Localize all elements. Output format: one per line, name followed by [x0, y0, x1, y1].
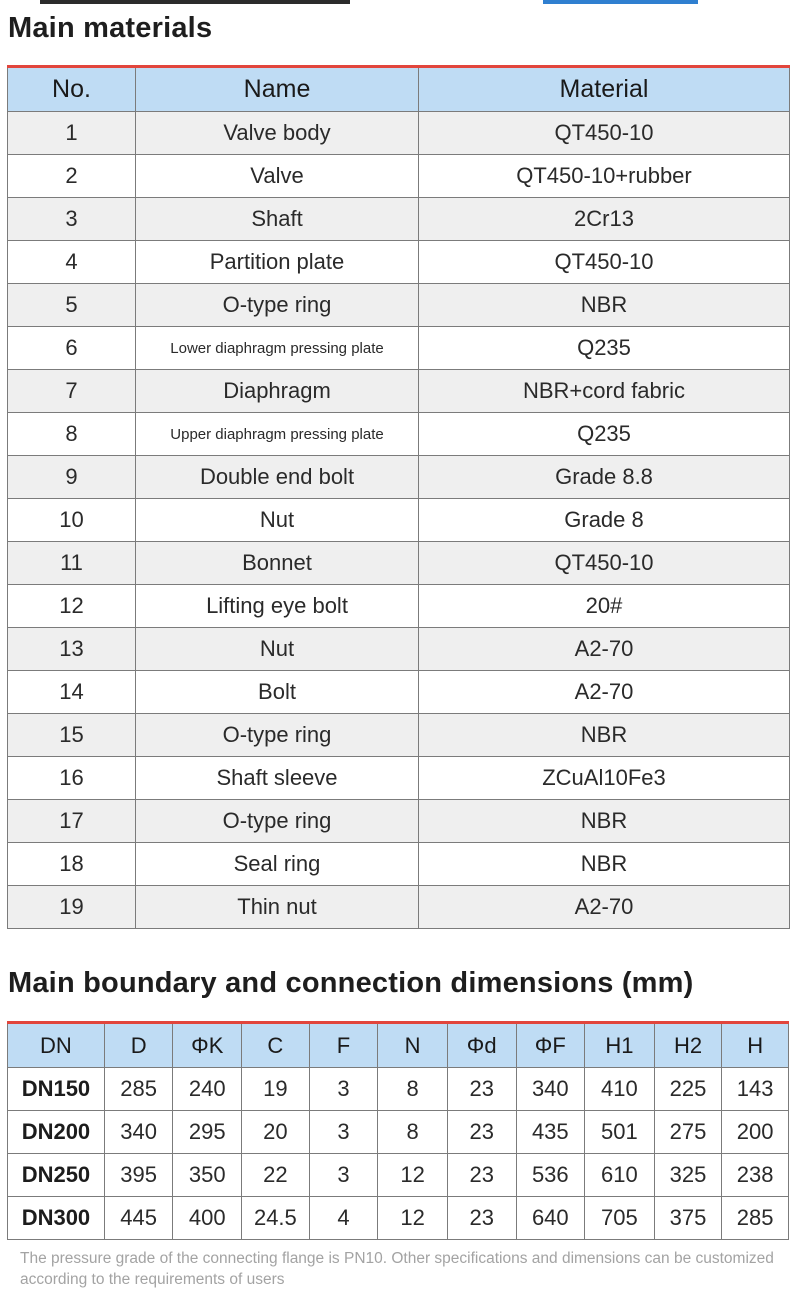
- dimensions-header-cell: H2: [654, 1023, 722, 1068]
- table-row: [8, 886, 790, 929]
- dimensions-header-cell: ΦF: [516, 1023, 585, 1068]
- materials-cell: NBR: [419, 284, 790, 327]
- materials-cell: 5: [8, 284, 136, 327]
- materials-cell: 3: [8, 198, 136, 241]
- dimensions-cell: 375: [654, 1197, 722, 1240]
- dimensions-cell: 12: [378, 1197, 448, 1240]
- dimensions-cell: 640: [516, 1197, 585, 1240]
- dimensions-cell: 435: [516, 1111, 585, 1154]
- table-row: [8, 585, 790, 628]
- dimensions-body: [8, 1068, 789, 1240]
- dimensions-cell: 3: [309, 1111, 378, 1154]
- dimensions-cell: 395: [104, 1154, 173, 1197]
- materials-cell: 15: [8, 714, 136, 757]
- materials-cell: Shaft: [136, 198, 419, 241]
- materials-cell: ZCuAl10Fe3: [419, 757, 790, 800]
- dimensions-header-cell: Φd: [447, 1023, 516, 1068]
- materials-cell: Valve body: [136, 112, 419, 155]
- materials-cell: 11: [8, 542, 136, 585]
- materials-cell: 7: [8, 370, 136, 413]
- materials-header-cell: No.: [8, 67, 136, 112]
- table-row: [8, 112, 790, 155]
- materials-cell: Grade 8: [419, 499, 790, 542]
- materials-cell: 14: [8, 671, 136, 714]
- table-row: [8, 284, 790, 327]
- materials-cell: Bolt: [136, 671, 419, 714]
- table-row: [8, 843, 790, 886]
- materials-cell: 12: [8, 585, 136, 628]
- dimensions-cell: 400: [173, 1197, 242, 1240]
- dimensions-header-cell: C: [242, 1023, 310, 1068]
- materials-cell: 2Cr13: [419, 198, 790, 241]
- dimensions-header-cell: H1: [585, 1023, 655, 1068]
- materials-cell: 6: [8, 327, 136, 370]
- dimensions-cell: 3: [309, 1154, 378, 1197]
- materials-cell: Q235: [419, 413, 790, 456]
- table-row: [8, 671, 790, 714]
- dimensions-cell: 22: [242, 1154, 310, 1197]
- dimensions-cell: 325: [654, 1154, 722, 1197]
- top-decoration: [0, 0, 800, 8]
- table-row: [8, 1111, 789, 1154]
- materials-cell: Bonnet: [136, 542, 419, 585]
- dimensions-header-cell: H: [722, 1023, 789, 1068]
- dimensions-cell: DN150: [8, 1068, 105, 1111]
- dimensions-cell: 610: [585, 1154, 655, 1197]
- dimensions-cell: 238: [722, 1154, 789, 1197]
- table-row: [8, 628, 790, 671]
- materials-cell: NBR+cord fabric: [419, 370, 790, 413]
- dimensions-cell: 340: [104, 1111, 173, 1154]
- table-row: [8, 155, 790, 198]
- dimensions-cell: 23: [447, 1154, 516, 1197]
- dimensions-cell: 410: [585, 1068, 655, 1111]
- table-row: [8, 327, 790, 370]
- dimensions-cell: 285: [104, 1068, 173, 1111]
- top-dark-bar: [40, 0, 350, 4]
- dimensions-cell: 705: [585, 1197, 655, 1240]
- dimensions-cell: 19: [242, 1068, 310, 1111]
- materials-cell: Thin nut: [136, 886, 419, 929]
- table-row: [8, 1197, 789, 1240]
- dimensions-header-cell: DN: [8, 1023, 105, 1068]
- materials-cell: Q235: [419, 327, 790, 370]
- dimensions-cell: 240: [173, 1068, 242, 1111]
- dimensions-cell: 8: [378, 1111, 448, 1154]
- table-row: [8, 714, 790, 757]
- dimensions-header-cell: ΦK: [173, 1023, 242, 1068]
- dimensions-cell: 143: [722, 1068, 789, 1111]
- dimensions-cell: 4: [309, 1197, 378, 1240]
- materials-cell: Upper diaphragm pressing plate: [136, 413, 419, 456]
- materials-header-cell: Material: [419, 67, 790, 112]
- materials-cell: 2: [8, 155, 136, 198]
- materials-cell: Grade 8.8: [419, 456, 790, 499]
- table-row: [8, 241, 790, 284]
- materials-cell: NBR: [419, 843, 790, 886]
- materials-cell: Nut: [136, 628, 419, 671]
- materials-body: [8, 112, 790, 929]
- materials-cell: O-type ring: [136, 284, 419, 327]
- materials-cell: 20#: [419, 585, 790, 628]
- dimensions-cell: DN300: [8, 1197, 105, 1240]
- materials-cell: 8: [8, 413, 136, 456]
- dimensions-cell: 3: [309, 1068, 378, 1111]
- materials-header-row: [8, 67, 790, 112]
- materials-cell: QT450-10: [419, 112, 790, 155]
- materials-cell: A2-70: [419, 671, 790, 714]
- dimensions-cell: 340: [516, 1068, 585, 1111]
- dimensions-cell: 445: [104, 1197, 173, 1240]
- materials-cell: Diaphragm: [136, 370, 419, 413]
- materials-cell: 1: [8, 112, 136, 155]
- materials-cell: Lifting eye bolt: [136, 585, 419, 628]
- materials-cell: Lower diaphragm pressing plate: [136, 327, 419, 370]
- table-row: [8, 370, 790, 413]
- table-row: [8, 757, 790, 800]
- materials-title: Main materials: [8, 12, 213, 44]
- materials-table: [7, 65, 790, 929]
- dimensions-cell: DN250: [8, 1154, 105, 1197]
- dimensions-cell: 225: [654, 1068, 722, 1111]
- dimensions-cell: 8: [378, 1068, 448, 1111]
- materials-cell: Shaft sleeve: [136, 757, 419, 800]
- materials-cell: 4: [8, 241, 136, 284]
- materials-cell: 18: [8, 843, 136, 886]
- dimensions-header-cell: F: [309, 1023, 378, 1068]
- materials-cell: NBR: [419, 714, 790, 757]
- dimensions-cell: 536: [516, 1154, 585, 1197]
- dimensions-header-cell: D: [104, 1023, 173, 1068]
- table-row: [8, 542, 790, 585]
- dimensions-header-row: [8, 1023, 789, 1068]
- dimensions-cell: DN200: [8, 1111, 105, 1154]
- dimensions-cell: 12: [378, 1154, 448, 1197]
- table-row: [8, 499, 790, 542]
- dimensions-title: Main boundary and connection dimensions (mm): [8, 967, 694, 999]
- materials-cell: O-type ring: [136, 800, 419, 843]
- materials-cell: Valve: [136, 155, 419, 198]
- materials-cell: QT450-10: [419, 542, 790, 585]
- dimensions-cell: 501: [585, 1111, 655, 1154]
- table-row: [8, 413, 790, 456]
- materials-cell: NBR: [419, 800, 790, 843]
- materials-cell: Seal ring: [136, 843, 419, 886]
- dimensions-cell: 200: [722, 1111, 789, 1154]
- materials-cell: A2-70: [419, 628, 790, 671]
- dimensions-header-cell: N: [378, 1023, 448, 1068]
- dimensions-cell: 20: [242, 1111, 310, 1154]
- materials-cell: 13: [8, 628, 136, 671]
- materials-cell: Nut: [136, 499, 419, 542]
- dimensions-cell: 23: [447, 1111, 516, 1154]
- materials-cell: Double end bolt: [136, 456, 419, 499]
- top-blue-bar: [543, 0, 698, 4]
- materials-cell: 16: [8, 757, 136, 800]
- table-row: [8, 800, 790, 843]
- dimensions-table: [7, 1021, 789, 1240]
- materials-cell: QT450-10+rubber: [419, 155, 790, 198]
- dimensions-cell: 350: [173, 1154, 242, 1197]
- materials-cell: QT450-10: [419, 241, 790, 284]
- materials-cell: 19: [8, 886, 136, 929]
- footnote: The pressure grade of the connecting flange is PN10. Other specifications and dimensions can be customized according to the requirements of users: [20, 1250, 774, 1288]
- materials-cell: 9: [8, 456, 136, 499]
- table-row: [8, 456, 790, 499]
- dimensions-cell: 23: [447, 1197, 516, 1240]
- dimensions-cell: 24.5: [242, 1197, 310, 1240]
- dimensions-cell: 275: [654, 1111, 722, 1154]
- dimensions-cell: 23: [447, 1068, 516, 1111]
- table-row: [8, 198, 790, 241]
- materials-cell: O-type ring: [136, 714, 419, 757]
- table-row: [8, 1068, 789, 1111]
- materials-cell: A2-70: [419, 886, 790, 929]
- materials-header-cell: Name: [136, 67, 419, 112]
- table-row: [8, 1154, 789, 1197]
- dimensions-cell: 295: [173, 1111, 242, 1154]
- materials-cell: Partition plate: [136, 241, 419, 284]
- materials-cell: 17: [8, 800, 136, 843]
- materials-cell: 10: [8, 499, 136, 542]
- dimensions-cell: 285: [722, 1197, 789, 1240]
